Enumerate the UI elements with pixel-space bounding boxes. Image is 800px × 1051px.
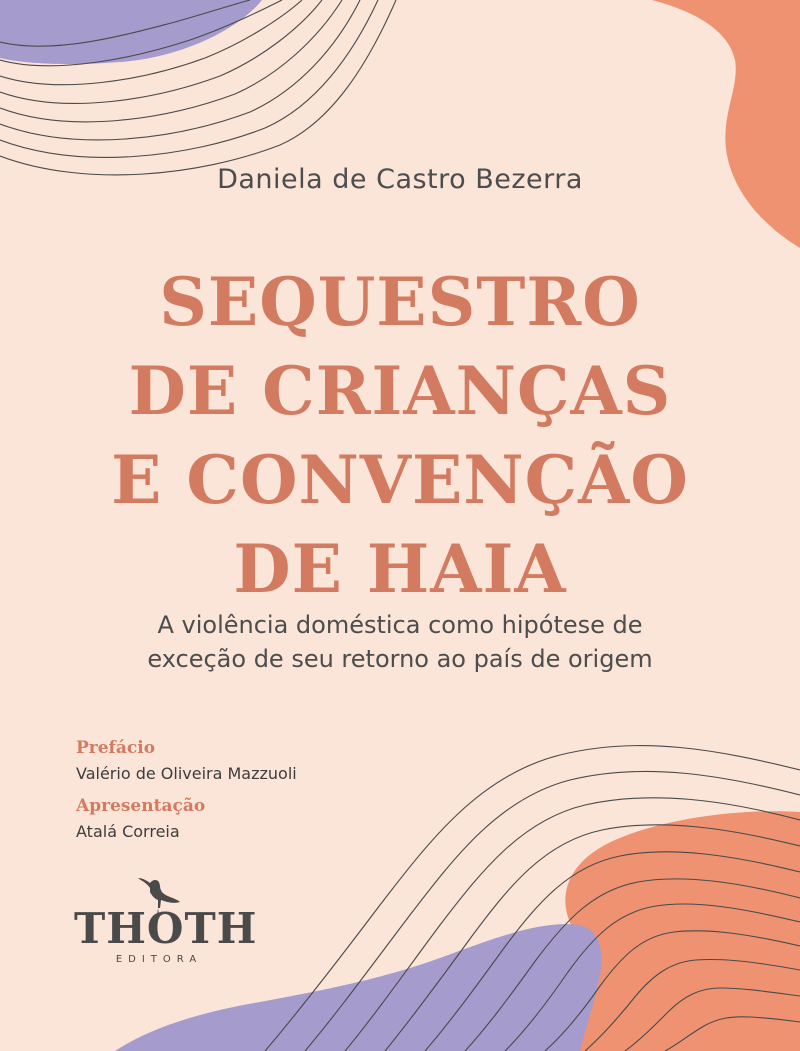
publisher-logo-subtitle: EDITORA <box>115 954 203 965</box>
book-subtitle <box>0 608 800 676</box>
preface-author: Valério de Oliveira Mazzuoli <box>76 764 297 783</box>
title-line: E CONVENÇÃO <box>111 441 689 519</box>
preface-label: Prefácio <box>76 738 156 758</box>
book-title <box>0 258 800 614</box>
title-line: DE CRIANÇAS <box>128 352 672 430</box>
subtitle-line: exceção de seu retorno ao país de origem <box>147 645 653 673</box>
purple-blob-top-left <box>0 0 262 64</box>
subtitle-line: A violência doméstica como hipótese de <box>157 611 643 639</box>
title-line: DE HAIA <box>233 530 567 608</box>
presentation-label: Apresentação <box>76 796 206 816</box>
title-line: SEQUESTRO <box>159 263 641 341</box>
publisher-logo-name: THOTH <box>74 904 258 953</box>
author-name: Daniela de Castro Bezerra <box>217 164 583 195</box>
orange-blob-top-right <box>652 0 800 248</box>
presentation-author: Atalá Correia <box>76 822 180 841</box>
